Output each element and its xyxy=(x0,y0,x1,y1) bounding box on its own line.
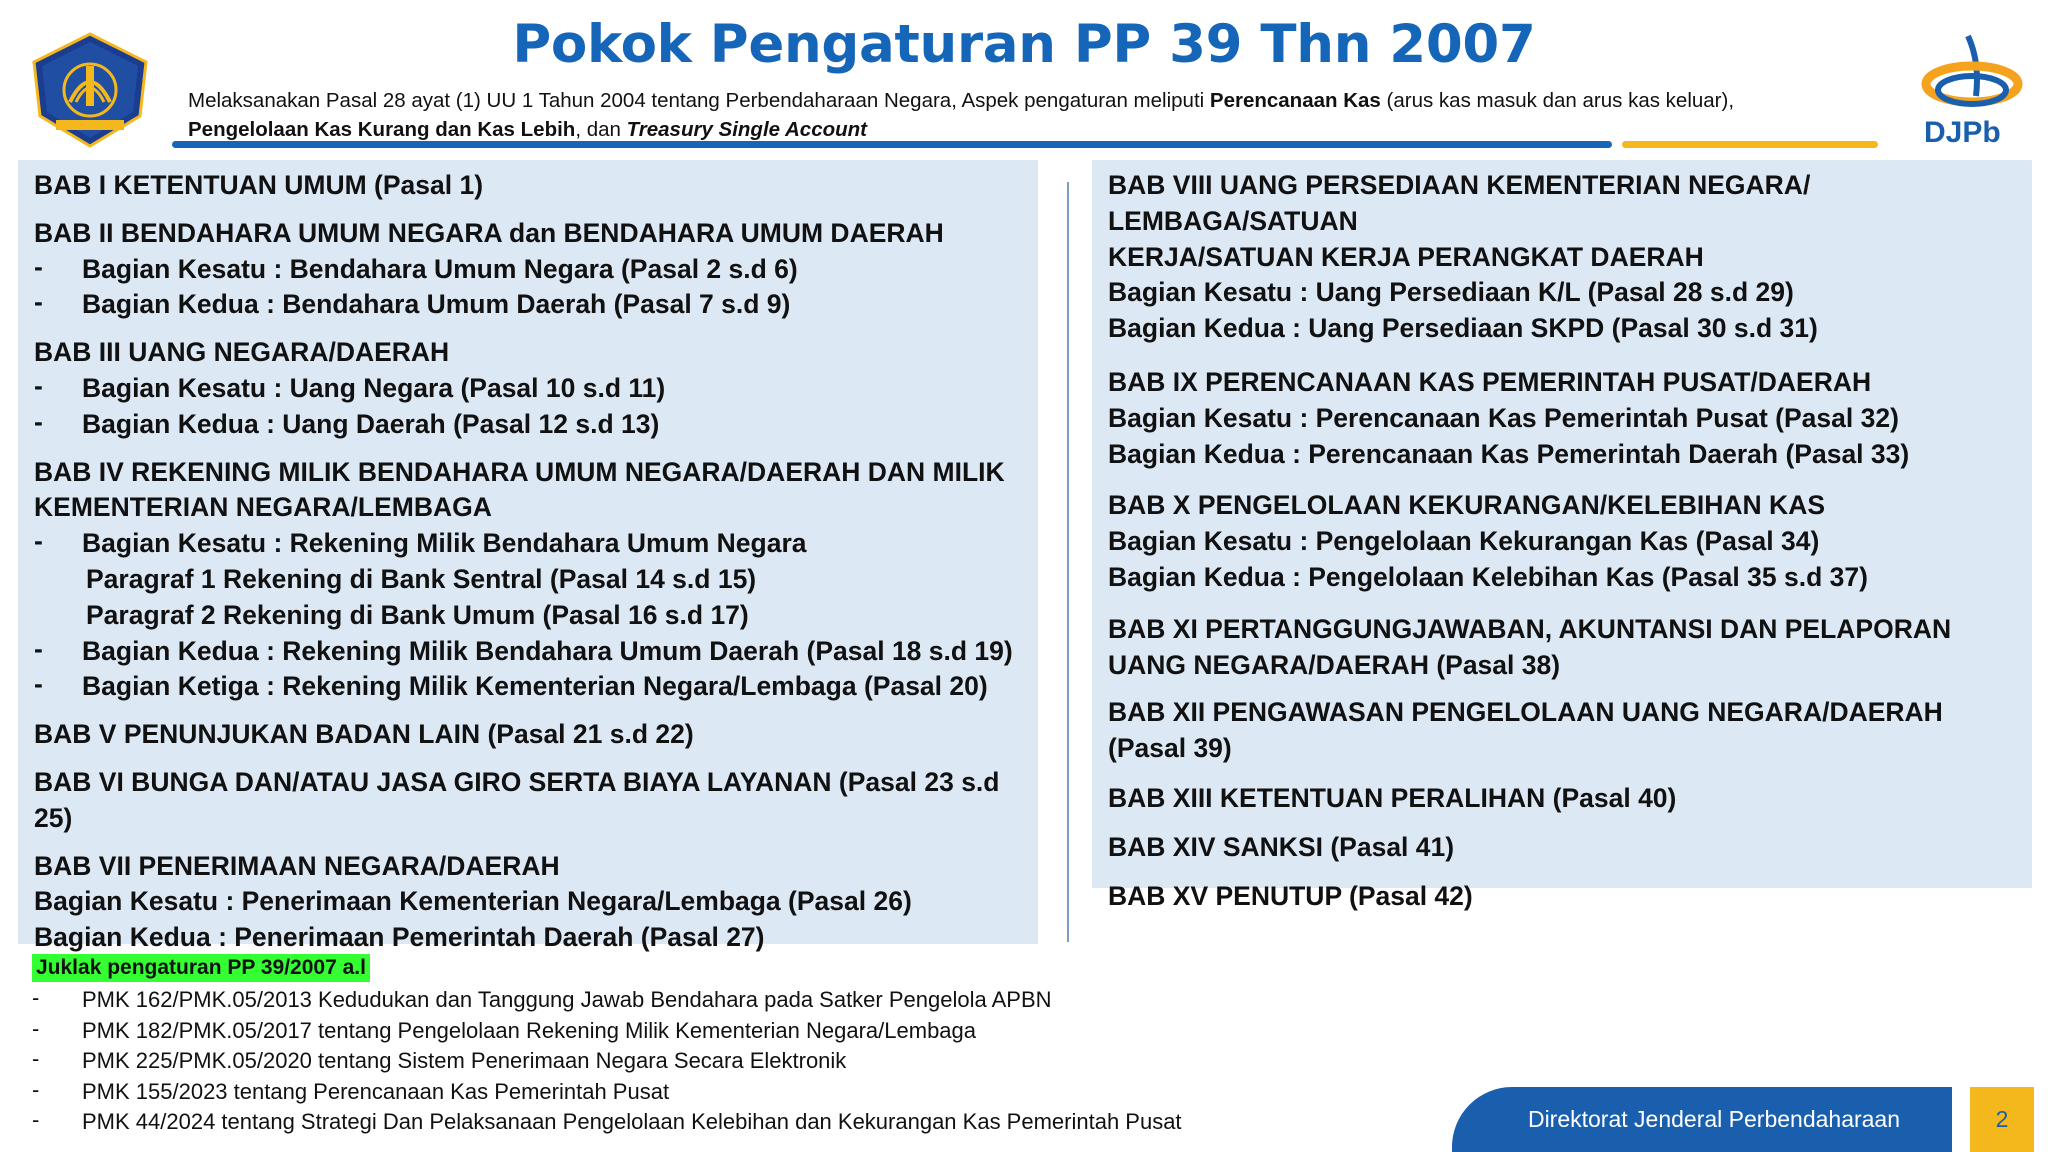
bab-9-sub: Bagian Kedua : Perencanaan Kas Pemerintah Daerah (Pasal 33) xyxy=(1108,438,1910,469)
page-number: 2 xyxy=(1970,1087,2034,1152)
bab-7-sub: Bagian Kedua : Penerimaan Pemerintah Daerah (Pasal 27) xyxy=(34,922,765,953)
bab-14: BAB XIV SANKSI (Pasal 41) xyxy=(1108,831,1455,862)
bab-13: BAB XIII KETENTUAN PERALIHAN (Pasal 40) xyxy=(1108,782,1677,813)
djpb-logo-icon xyxy=(1910,32,2040,152)
subtitle: Melaksanakan Pasal 28 ayat (1) UU 1 Tahun 2004 tentang Perbendaharaan Negara, Aspek pengaturan meliputi Perencanaan Kas (arus kas masuk dan arus kas keluar), Pengelolaan Kas Kurang dan Kas Lebih, dan Treasury Single Account xyxy=(188,89,1735,141)
bab-3: BAB III UANG NEGARA/DAERAH xyxy=(34,337,450,368)
paragraph-item: Paragraf 1 Rekening di Bank Sentral (Pasal 14 s.d 15) xyxy=(86,563,757,594)
pmk-item: - PMK 155/2023 tentang Perencanaan Kas Pemerintah Pusat xyxy=(32,1076,670,1104)
pmk-item: - PMK 162/PMK.05/2013 Kedudukan dan Tanggung Jawab Bendahara pada Satker Pengelola APBN xyxy=(32,985,1052,1012)
kemenkeu-logo-icon xyxy=(30,32,150,148)
pmk-item: - PMK 182/PMK.05/2017 tentang Pengelolaan Rekening Milik Kementerian Negara/Lembaga xyxy=(32,1015,977,1043)
bab-12: BAB XII PENGAWASAN PENGELOLAAN UANG NEGARA/DAERAH (Pasal 39) xyxy=(1108,697,1943,764)
list-item: - Bagian Kesatu : Bendahara Umum Negara (Pasal 2 s.d 6) xyxy=(34,251,798,284)
list-item: - Bagian Kedua : Uang Daerah (Pasal 12 s.d 13) xyxy=(34,406,660,439)
pmk-item: - PMK 225/PMK.05/2020 tentang Sistem Penerimaan Negara Secara Elektronik xyxy=(32,1046,847,1073)
divider xyxy=(1067,182,1069,942)
bab-4: BAB IV REKENING MILIK BENDAHARA UMUM NEGARA/DAERAH DAN MILIK KEMENTERIAN NEGARA/LEMBAGA xyxy=(34,456,1005,523)
list-item: - Bagian Kedua : Rekening Milik Bendahara Umum Daerah (Pasal 18 s.d 19) xyxy=(34,633,1013,666)
list-item: - Bagian Kesatu : Uang Negara (Pasal 10 s.d 11) xyxy=(34,370,666,403)
bab-8: BAB VIII UANG PERSEDIAAN KEMENTERIAN NEGARA/ LEMBAGA/SATUAN KERJA/SATUAN KERJA PERANGKAT DAERAH xyxy=(1108,170,1811,272)
djpb-logo-text: DJPb xyxy=(1924,116,2001,149)
list-item: - Bagian Kedua : Bendahara Umum Daerah (Pasal 7 s.d 9) xyxy=(34,287,791,320)
juklak-title: Juklak pengaturan PP 39/2007 a.l xyxy=(32,954,370,982)
bab-10-sub: Bagian Kedua : Pengelolaan Kelebihan Kas (Pasal 35 s.d 37) xyxy=(1108,561,1868,592)
bab-7-sub: Bagian Kesatu : Penerimaan Kementerian Negara/Lembaga (Pasal 26) xyxy=(34,886,912,917)
footer-org-label: Direktorat Jenderal Perbendaharaan xyxy=(1452,1087,1952,1152)
bab-10-sub: Bagian Kesatu : Pengelolaan Kekurangan Kas (Pasal 34) xyxy=(1108,526,1820,557)
pmk-list xyxy=(32,985,1182,1138)
header-rule-yellow xyxy=(1622,141,1878,148)
bab-9: BAB IX PERENCANAAN KAS PEMERINTAH PUSAT/DAERAH xyxy=(1108,366,1872,397)
bab-10: BAB X PENGELOLAAN KEKURANGAN/KELEBIHAN KAS xyxy=(1108,490,1826,521)
right-panel xyxy=(1092,160,2032,911)
bab-11: BAB XI PERTANGGUNGJAWABAN, AKUNTANSI DAN PELAPORAN UANG NEGARA/DAERAH (Pasal 38) xyxy=(1108,613,1952,680)
bab-15: BAB XV PENUTUP (Pasal 42) xyxy=(1108,880,1473,911)
bab-9-sub: Bagian Kesatu : Perencanaan Kas Pemerintah Pusat (Pasal 32) xyxy=(1108,402,1899,433)
pmk-item: - PMK 44/2024 tentang Strategi Dan Pelaksanaan Pengelolaan Kelebihan dan Kekurangan Kas Pemerintah Pusat xyxy=(32,1107,1182,1134)
bab-7: BAB VII PENERIMAAN NEGARA/DAERAH xyxy=(34,850,560,881)
header-rule-blue xyxy=(172,141,1612,148)
bab-6: BAB VI BUNGA DAN/ATAU JASA GIRO SERTA BIAYA LAYANAN (Pasal 23 s.d 25) xyxy=(34,766,1000,833)
bab-8-sub: Bagian Kesatu : Uang Persediaan K/L (Pasal 28 s.d 29) xyxy=(1108,277,1794,308)
bab-1: BAB I KETENTUAN UMUM (Pasal 1) xyxy=(34,170,484,200)
paragraph-item: Paragraf 2 Rekening di Bank Umum (Pasal 16 s.d 17) xyxy=(86,599,749,630)
page-title: Pokok Pengaturan PP 39 Thn 2007 xyxy=(512,14,1536,75)
list-item: - Bagian Kesatu : Rekening Milik Bendahara Umum Negara xyxy=(34,526,807,559)
bab-5: BAB V PENUNJUKAN BADAN LAIN (Pasal 21 s.d 22) xyxy=(34,719,694,750)
list-item: - Bagian Ketiga : Rekening Milik Kementerian Negara/Lembaga (Pasal 20) xyxy=(34,669,988,702)
bab-2: BAB II BENDAHARA UMUM NEGARA dan BENDAHARA UMUM DAERAH xyxy=(34,217,944,248)
bab-8-sub: Bagian Kedua : Uang Persediaan SKPD (Pasal 30 s.d 31) xyxy=(1108,313,1818,344)
left-panel xyxy=(18,160,1038,953)
